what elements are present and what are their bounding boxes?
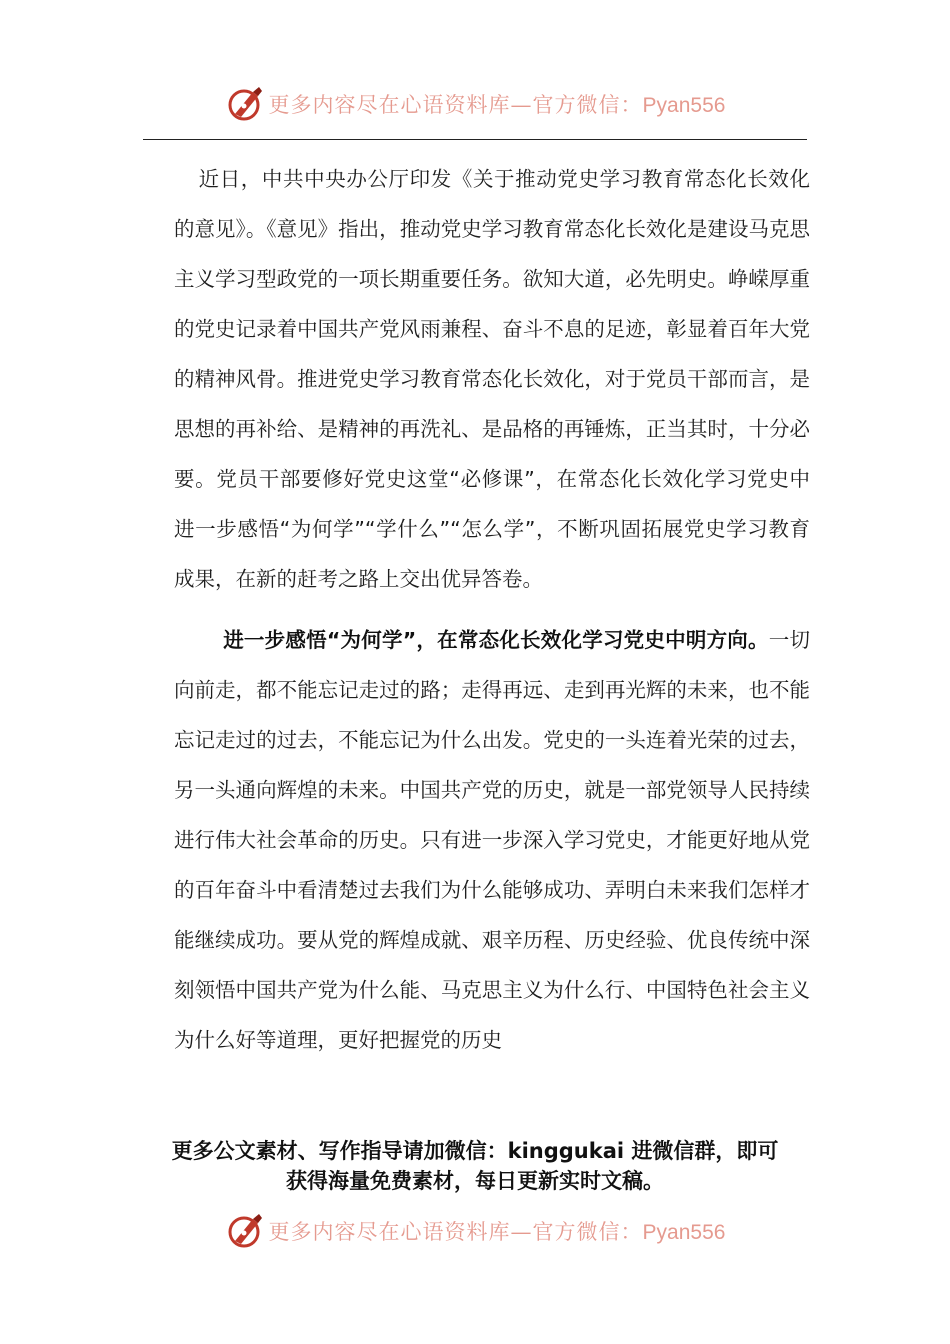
paragraph-section-1 xyxy=(174,615,810,1065)
footer-promo-note xyxy=(0,1136,950,1196)
header-divider xyxy=(143,139,807,140)
section-heading: 进一步感悟“为何学”，在常态化长效化学习党史中明方向。 xyxy=(223,628,769,652)
header-wechat-id: Pyan556 xyxy=(642,94,726,117)
footer-wechat-id: Pyan556 xyxy=(642,1221,726,1244)
footer-banner-text xyxy=(269,1216,726,1246)
pen-nib-logo-icon xyxy=(225,1211,265,1251)
paragraph-intro: 近日，中共中央办公厅印发《关于推动党史学习教育常态化长效化的意见》。《意见》指出，推动党史学习教育常态化长效化是建设马克思主义学习型政党的一项长期重要任务。欲知大道，必先明史。峥嵘厚重的党史记录着中国共产党风雨兼程、奋斗不息的足迹，彰显着百年大党的精神风骨。推进党史学习教育常态化长效化，对于党员干部而言，是思想的再补给、是精神的再洗礼、是品格的再锤炼，正当其时，十分必要。党员干部要修好党史这堂“必修课”，在常态化长效化学习党史中进一步感悟“为何学”“学什么”“怎么学”，不断巩固拓展党史学习教育成果，在新的赶考之路上交出优异答卷。 xyxy=(174,167,810,591)
footer-note-line-2: 获得海量免费素材，每日更新实时文稿。 xyxy=(286,1169,664,1193)
section-text: 一切向前走，都不能忘记走过的路；走得再远、走到再光辉的未来，也不能忘记走过的过去，不能忘记为什么出发。党史的一头连着光荣的过去，另一头通向辉煌的未来。中国共产党的历史，就是一部党领导人民持续进行伟大社会革命的历史。只有进一步深入学习党史，才能更好地从党的百年奋斗中看清楚过去我们为什么能够成功、弄明白未来我们怎样才能继续成功。要从党的辉煌成就、艰辛历程、历史经验、优良传统中深刻领悟中国共产党为什么能、马克思主义为什么行、中国特色社会主义为什么好等道理，更好把握党的历史 xyxy=(174,628,810,1052)
header-banner-text xyxy=(269,89,726,119)
header-banner-label: 更多内容尽在心语资料库—官方微信： xyxy=(268,93,643,117)
footer-note-line-1: 更多公文素材、写作指导请加微信：kinggukai 进微信群，即可 xyxy=(171,1139,779,1163)
footer-banner xyxy=(0,1207,950,1255)
pen-nib-logo-icon xyxy=(225,84,265,124)
document-body xyxy=(174,154,810,1065)
header-banner xyxy=(0,80,950,128)
footer-banner-label: 更多内容尽在心语资料库—官方微信： xyxy=(268,1220,643,1244)
